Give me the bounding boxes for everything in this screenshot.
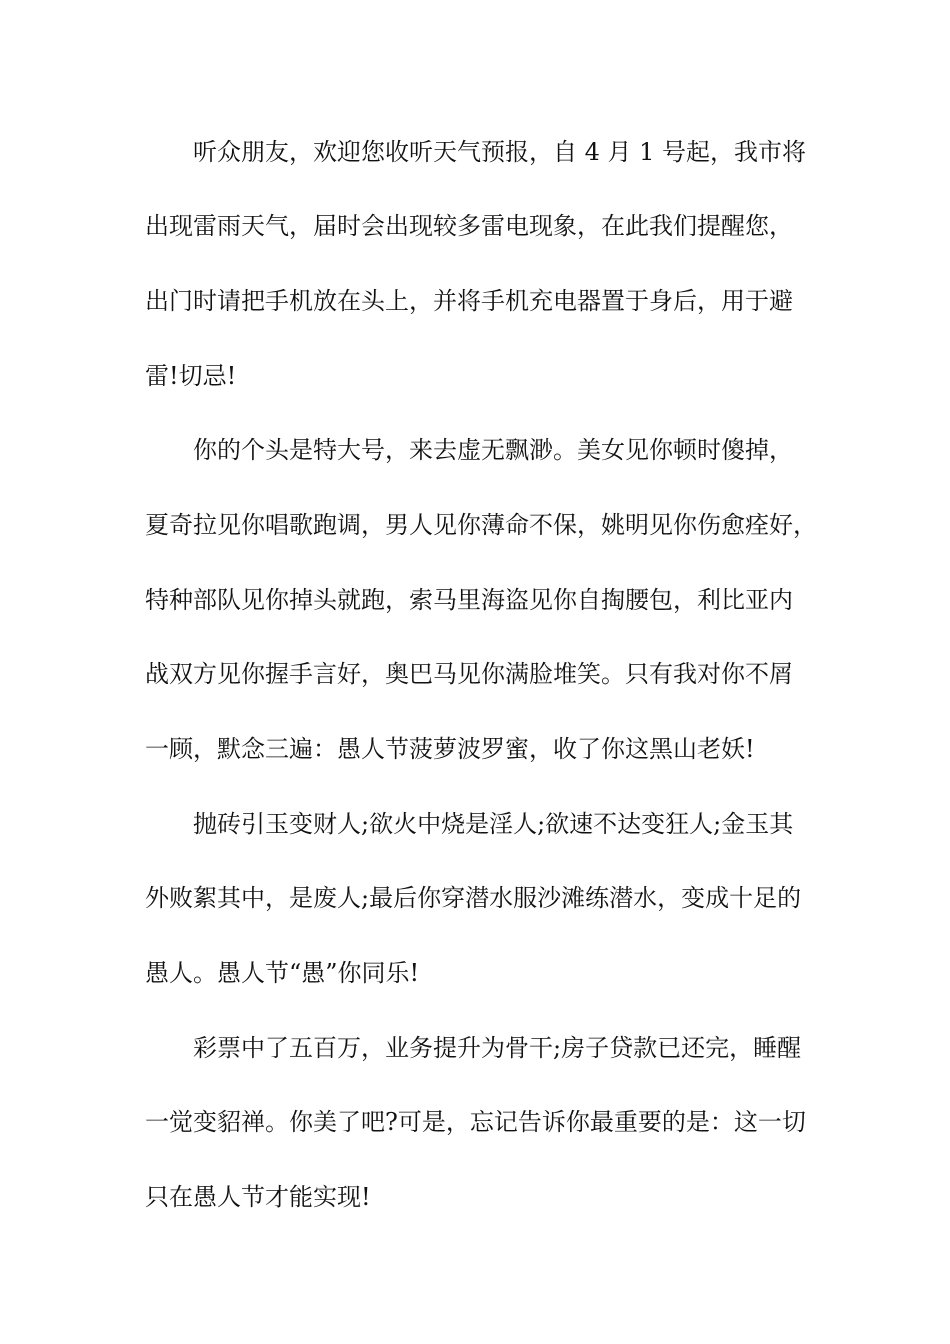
paragraph-1-line-3: 出门时请把手机放在头上，并将手机充电器置于身后，用于避 bbox=[145, 287, 793, 315]
paragraph-3-line-1: 抛砖引玉变财人;欲火中烧是淫人;欲速不达变狂人;金玉其 bbox=[193, 810, 794, 838]
paragraph-1-line-4: 雷!切忌! bbox=[145, 362, 237, 390]
paragraph-2-line-1: 你的个头是特大号，来去虚无飘渺。美女见你顿时傻掉， bbox=[193, 436, 793, 464]
paragraph-4-line-1: 彩票中了五百万，业务提升为骨干;房子贷款已还完，睡醒 bbox=[193, 1034, 802, 1062]
paragraph-3-line-2: 外败絮其中，是废人;最后你穿潜水服沙滩练潜水，变成十足的 bbox=[145, 884, 802, 912]
paragraph-4-line-2: 一觉变貂禅。你美了吧?可是，忘记告诉你最重要的是：这一切 bbox=[145, 1108, 806, 1136]
paragraph-1-line-1: 听众朋友，欢迎您收听天气预报，自 4 月 1 号起，我市将 bbox=[193, 138, 807, 166]
paragraph-3-line-3: 愚人。愚人节“愚”你同乐! bbox=[145, 959, 420, 987]
paragraph-2-line-3: 特种部队见你掉头就跑，索马里海盗见你自掏腰包，利比亚内 bbox=[145, 586, 793, 614]
paragraph-4-line-3: 只在愚人节才能实现! bbox=[145, 1183, 371, 1211]
paragraph-2-line-4: 战双方见你握手言好，奥巴马见你满脸堆笑。只有我对你不屑 bbox=[145, 660, 793, 688]
paragraph-2-line-5: 一顾，默念三遍：愚人节菠萝波罗蜜，收了你这黑山老妖! bbox=[145, 735, 755, 763]
paragraph-2-line-2: 夏奇拉见你唱歌跑调，男人见你薄命不保，姚明见你伤愈痊好， bbox=[145, 511, 817, 539]
paragraph-1-line-2: 出现雷雨天气，届时会出现较多雷电现象，在此我们提醒您， bbox=[145, 212, 793, 240]
